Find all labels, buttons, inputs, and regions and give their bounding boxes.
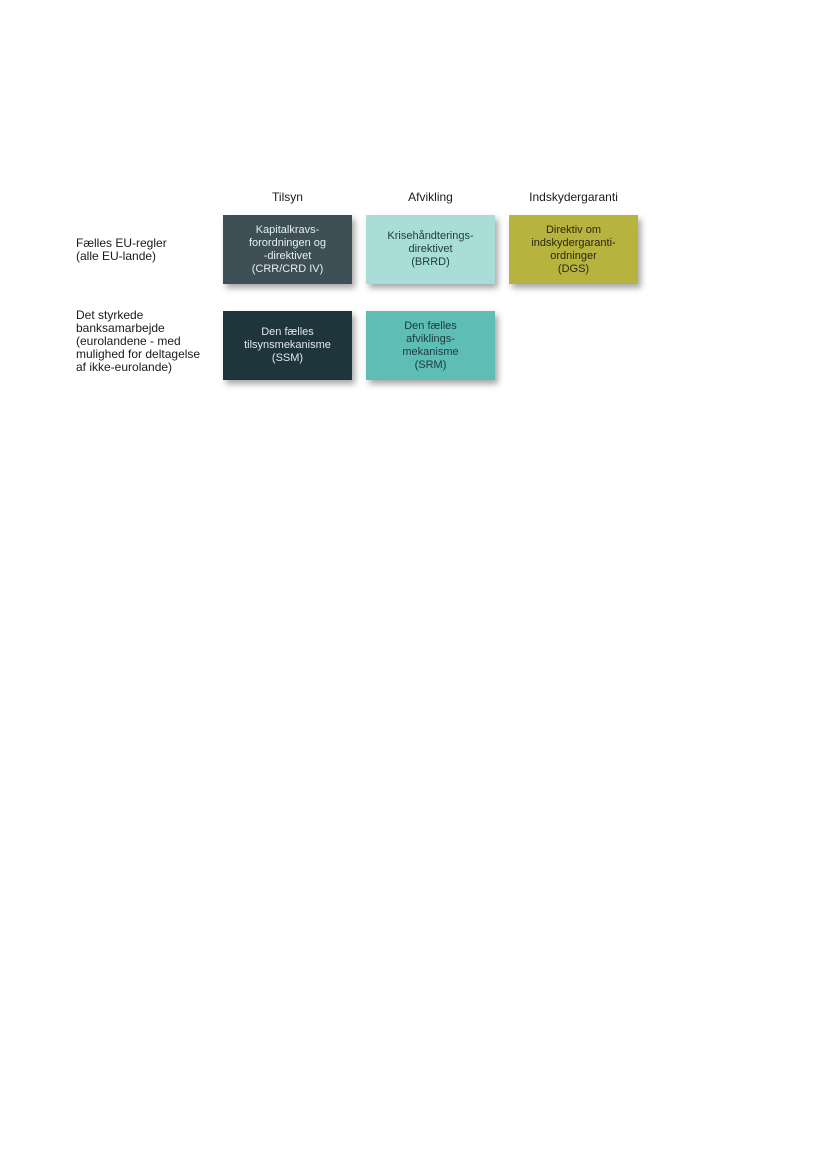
box-crr-crd-iv-text: Kapitalkravs- forordningen og -direktivet (CRR/CRD IV) <box>248 223 327 275</box>
column-header-tilsyn: Tilsyn <box>272 190 303 204</box>
box-dgs-text: Direktiv om indskydergaranti- ordninger (DGS) <box>531 223 616 275</box>
box-srm-text: Den fælles afviklings- mekanisme (SRM) <box>402 319 459 371</box>
column-header-indskydergaranti: Indskydergaranti <box>529 190 618 204</box>
box-brrd <box>366 215 495 284</box>
column-header-afvikling: Afvikling <box>408 190 453 204</box>
box-crr-crd-iv <box>223 215 352 284</box>
row-label-det-styrkede-banksamarbejde: Det styrkede banksamarbejde (eurolandene - med mulighed for deltagelse af ikke-eurolande) <box>76 308 201 374</box>
row-label-faelles-eu-regler: Fælles EU-regler (alle EU-lande) <box>76 236 167 263</box>
box-ssm <box>223 311 352 380</box>
box-dgs <box>509 215 638 284</box>
box-ssm-text: Den fælles tilsynsmekanisme (SSM) <box>244 326 331 364</box>
box-brrd-text: Krisehåndterings- direktivet (BRRD) <box>387 230 474 268</box>
box-srm <box>366 311 495 380</box>
